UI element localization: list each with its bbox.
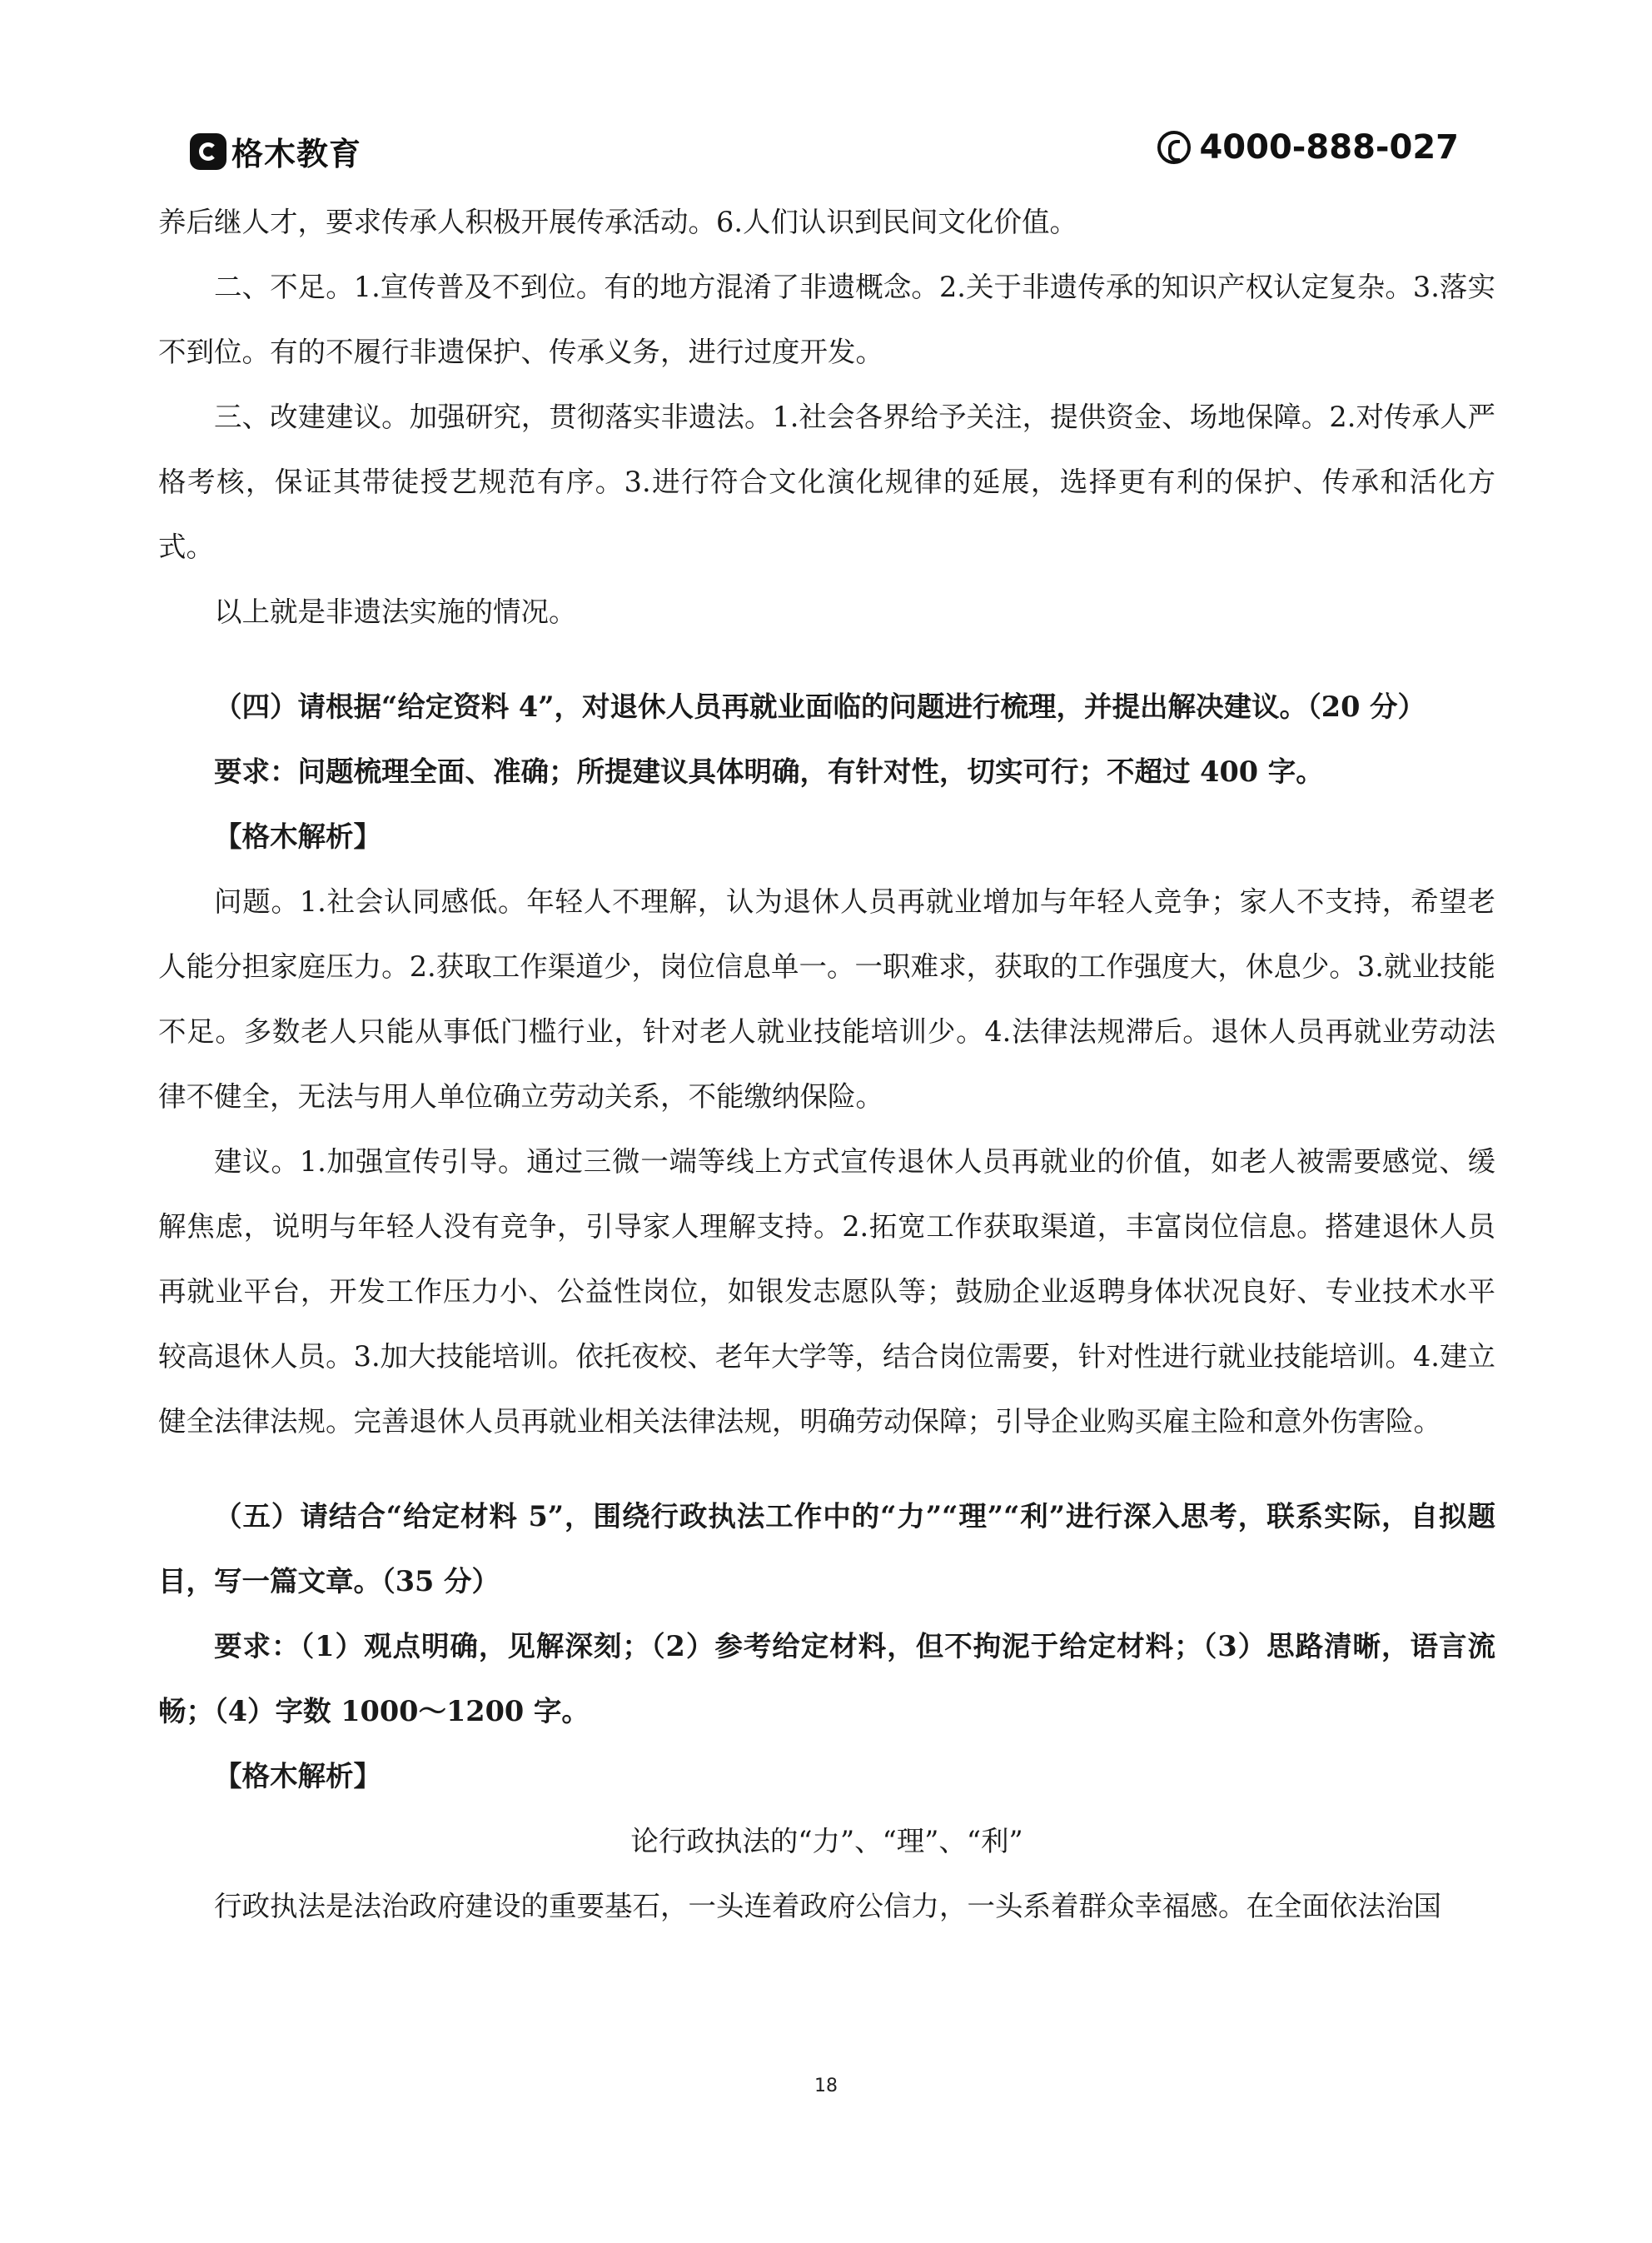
paragraph: 建议。1.加强宣传引导。通过三微一端等线上方式宣传退休人员再就业的价值，如老人被需要感觉、缓解焦虑，说明与年轻人没有竞争，引导家人理解支持。2.拓宽工作获取渠道，丰富岗位信息。搭建退休人员再就业平台，开发工作压力小、公益性岗位，如银发志愿队等；鼓励企业返聘身体状况良好、专业技术水平较高退休人员。3.加大技能培训。依托夜校、老年大学等，结合岗位需要，针对性进行就业技能培训。4.建立健全法律法规。完善退休人员再就业相关法律法规，明确劳动保障；引导企业购买雇主险和意外伤害险。 <box>158 1145 1495 1438</box>
paragraph: 行政执法是法治政府建设的重要基石，一头连着政府公信力，一头系着群众幸福感。在全面依法治国 <box>214 1890 1441 1922</box>
question-heading: （四）请根据“给定资料 4”，对退休人员再就业面临的问题进行梳理，并提出解决建议。（20 分） <box>214 690 1426 723</box>
hotline <box>1157 128 1459 167</box>
hotline-number: 4000-888-027 <box>1199 128 1459 167</box>
question-requirements: 要求：（1）观点明确，见解深刻；（2）参考给定材料，但不拘泥于给定材料；（3）思路清晰，语言流畅；（4）字数 1000～1200 字。 <box>158 1630 1495 1727</box>
question-heading: （五）请结合“给定材料 5”，围绕行政执法工作中的“力”“理”“利”进行深入思考，联系实际，自拟题目，写一篇文章。（35 分） <box>158 1500 1495 1598</box>
analysis-label: 【格木解析】 <box>214 1760 381 1792</box>
section-gap <box>158 1454 1495 1484</box>
paragraph: 养后继人才，要求传承人积极开展传承活动。6.人们认识到民间文化价值。 <box>158 206 1077 238</box>
question-requirements: 要求：问题梳理全面、准确；所提建议具体明确，有针对性，切实可行；不超过 400 字。 <box>214 755 1324 788</box>
document-body <box>158 190 1495 1939</box>
paragraph: 问题。1.社会认同感低。年轻人不理解，认为退休人员再就业增加与年轻人竞争；家人不支持，希望老人能分担家庭压力。2.获取工作渠道少，岗位信息单一。一职难求，获取的工作强度大，休息少。3.就业技能不足。多数老人只能从事低门槛行业，针对老人就业技能培训少。4.法律法规滞后。退休人员再就业劳动法律不健全，无法与用人单位确立劳动关系，不能缴纳保险。 <box>158 885 1495 1113</box>
paragraph: 以上就是非遗法实施的情况。 <box>214 596 577 628</box>
brand-logo <box>190 128 361 174</box>
page-number: 18 <box>814 2076 838 2096</box>
brand-logo-icon <box>190 133 226 170</box>
essay-title: 论行政执法的“力”、“理”、“利” <box>630 1825 1023 1857</box>
paragraph: 三、改建建议。加强研究，贯彻落实非遗法。1.社会各界给予关注，提供资金、场地保障。2.对传承人严格考核，保证其带徒授艺规范有序。3.进行符合文化演化规律的延展，选择更有利的保护、传承和活化方式。 <box>158 401 1495 563</box>
brand-logo-text: 格木教育 <box>231 136 362 172</box>
analysis-label: 【格木解析】 <box>214 820 381 853</box>
phone-icon <box>1157 131 1191 164</box>
page-header <box>190 127 1459 177</box>
paragraph: 二、不足。1.宣传普及不到位。有的地方混淆了非遗概念。2.关于非遗传承的知识产权认定复杂。3.落实不到位。有的不履行非遗保护、传承义务，进行过度开发。 <box>158 271 1495 368</box>
section-gap <box>158 645 1495 675</box>
